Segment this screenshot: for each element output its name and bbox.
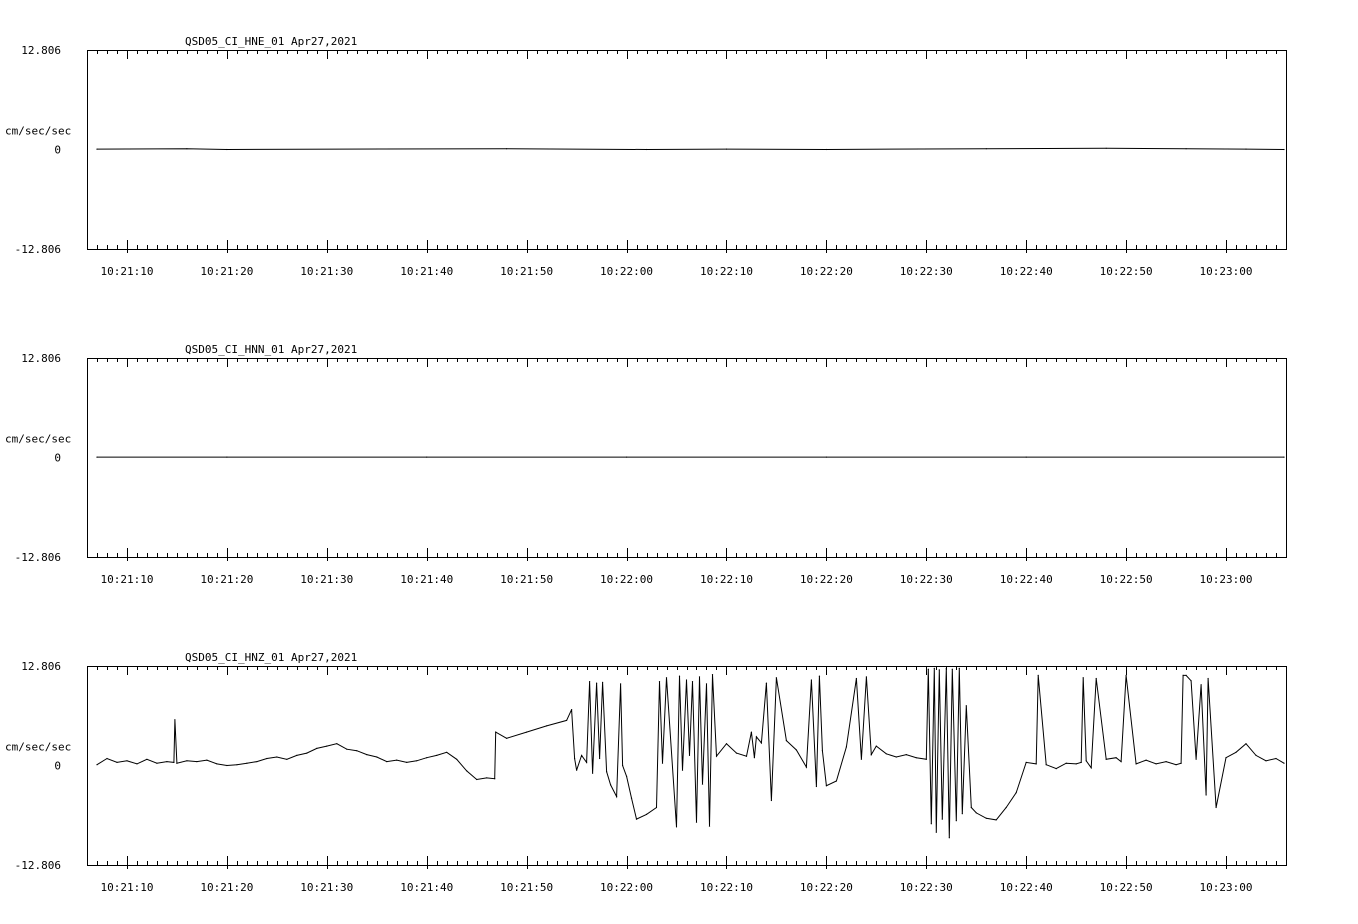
data-point [186, 148, 187, 149]
data-point [1056, 768, 1057, 769]
y-tick-label: -12.806 [14, 859, 61, 872]
x-tick-label: 10:22:00 [600, 573, 654, 586]
chart-title: QSD05_CI_HNN_01 Apr27,2021 [185, 343, 358, 356]
data-point [616, 796, 617, 797]
data-point [1106, 148, 1107, 149]
data-point [476, 779, 477, 780]
data-point [426, 457, 427, 458]
data-point [696, 822, 697, 823]
data-point [495, 732, 496, 733]
data-point [656, 807, 657, 808]
data-point [486, 777, 487, 778]
data-point [1106, 759, 1107, 760]
y-tick-label: -12.806 [14, 551, 61, 564]
data-point [626, 457, 627, 458]
data-point [506, 148, 507, 149]
data-point [971, 807, 972, 808]
y-axis-label: cm/sec/sec [5, 432, 72, 446]
data-point [1166, 761, 1167, 762]
y-tick-label: 12.806 [21, 44, 61, 57]
data-point [906, 754, 907, 755]
data-point [1136, 763, 1137, 764]
x-tick-label: 10:22:00 [600, 265, 654, 278]
data-point [856, 678, 857, 679]
data-point [1156, 763, 1157, 764]
data-point [819, 676, 820, 677]
data-point [709, 826, 710, 827]
data-point [689, 755, 690, 756]
data-point [806, 767, 807, 768]
data-point [276, 756, 277, 757]
data-point [1066, 763, 1067, 764]
data-point [599, 758, 600, 759]
data-point [366, 754, 367, 755]
data-point [1038, 675, 1039, 676]
data-point [666, 677, 667, 678]
y-axis-label: cm/sec/sec [5, 740, 72, 754]
data-point [173, 762, 174, 763]
data-point [1006, 807, 1007, 808]
x-tick-label: 10:21:50 [500, 573, 554, 586]
data-point [786, 740, 787, 741]
data-point [1146, 760, 1147, 761]
x-tick-label: 10:23:00 [1199, 573, 1253, 586]
data-point [1026, 762, 1027, 763]
data-point [1126, 675, 1127, 676]
data-point [576, 770, 577, 771]
y-tick-label: -12.806 [14, 243, 61, 256]
data-point [822, 750, 823, 751]
series-trace [97, 668, 1284, 837]
data-point [574, 758, 575, 759]
data-point [1181, 763, 1182, 764]
y-tick-label: 0 [54, 451, 61, 465]
data-point [756, 736, 757, 737]
x-tick-label: 10:22:10 [699, 881, 753, 894]
data-point [826, 457, 827, 458]
data-point [1196, 759, 1197, 760]
data-point [622, 765, 623, 766]
data-point [1091, 767, 1092, 768]
x-tick-label: 10:21:10 [100, 265, 154, 278]
data-point [726, 743, 727, 744]
data-point [376, 756, 377, 757]
data-point [216, 763, 217, 764]
data-point [316, 748, 317, 749]
plot-frame [88, 51, 1287, 250]
panel-1 [5, 35, 1287, 278]
data-point [931, 823, 932, 824]
data-point [326, 746, 327, 747]
data-point [1026, 457, 1027, 458]
data-point [156, 763, 157, 764]
data-point [871, 754, 872, 755]
data-point [976, 812, 977, 813]
data-point [386, 761, 387, 762]
data-point [939, 669, 940, 670]
x-tick-label: 10:22:30 [899, 881, 953, 894]
data-point [796, 749, 797, 750]
data-point [811, 679, 812, 680]
data-point [826, 149, 827, 150]
x-tick-label: 10:21:30 [300, 265, 354, 278]
data-point [426, 757, 427, 758]
data-point [226, 457, 227, 458]
x-tick-label: 10:23:00 [1199, 265, 1253, 278]
data-point [174, 719, 175, 720]
x-tick-label: 10:21:30 [300, 881, 354, 894]
x-tick-label: 10:22:50 [1099, 573, 1153, 586]
data-point [646, 814, 647, 815]
data-point [586, 762, 587, 763]
data-point [836, 780, 837, 781]
data-point [494, 778, 495, 779]
x-tick-label: 10:22:10 [699, 573, 753, 586]
data-point [1245, 743, 1246, 744]
plot-frame [88, 359, 1287, 558]
data-point [1036, 763, 1037, 764]
data-point [406, 762, 407, 763]
panel-3 [5, 651, 1287, 894]
data-point [610, 784, 611, 785]
data-point [1245, 149, 1246, 150]
data-point [1096, 678, 1097, 679]
x-tick-label: 10:21:20 [200, 881, 254, 894]
x-tick-label: 10:21:50 [500, 265, 554, 278]
data-point [926, 759, 927, 760]
data-point [581, 755, 582, 756]
data-point [876, 746, 877, 747]
data-point [692, 681, 693, 682]
data-point [396, 760, 397, 761]
data-point [1016, 792, 1017, 793]
data-point [226, 149, 227, 150]
y-axis-label: cm/sec/sec [5, 124, 72, 138]
y-tick-label: 0 [54, 759, 61, 773]
data-point [659, 681, 660, 682]
data-point [96, 764, 97, 765]
data-point [1191, 680, 1192, 681]
data-point [606, 771, 607, 772]
data-point [916, 757, 917, 758]
data-point [602, 682, 603, 683]
data-point [699, 676, 700, 677]
x-tick-label: 10:22:50 [1099, 881, 1153, 894]
data-point [861, 759, 862, 760]
data-point [1283, 149, 1284, 150]
data-point [1283, 763, 1284, 764]
data-point [1225, 757, 1226, 758]
x-tick-label: 10:22:00 [600, 881, 654, 894]
data-point [106, 758, 107, 759]
x-tick-label: 10:21:40 [400, 881, 454, 894]
data-point [846, 746, 847, 747]
data-point [996, 819, 997, 820]
x-tick-label: 10:22:10 [699, 265, 753, 278]
chart-title: QSD05_CI_HNZ_01 Apr27,2021 [185, 651, 358, 664]
x-tick-label: 10:22:20 [799, 573, 853, 586]
data-point [1121, 761, 1122, 762]
data-point [1283, 457, 1284, 458]
data-point [702, 784, 703, 785]
data-point [771, 800, 772, 801]
data-point [146, 759, 147, 760]
data-point [826, 785, 827, 786]
data-point [336, 743, 337, 744]
data-point [942, 819, 943, 820]
panel-2 [5, 343, 1287, 586]
data-point [306, 753, 307, 754]
data-point [682, 770, 683, 771]
data-point [1086, 760, 1087, 761]
data-point [96, 457, 97, 458]
data-point [566, 720, 567, 721]
data-point [1186, 148, 1187, 149]
data-point [679, 676, 680, 677]
data-point [592, 773, 593, 774]
data-point [1206, 794, 1207, 795]
data-point [631, 798, 632, 799]
data-point [886, 753, 887, 754]
data-point [1076, 763, 1077, 764]
data-point [236, 764, 237, 765]
data-point [246, 763, 247, 764]
data-point [761, 742, 762, 743]
data-point [186, 760, 187, 761]
data-point [506, 738, 507, 739]
x-tick-label: 10:22:30 [899, 573, 953, 586]
data-point [1083, 677, 1084, 678]
data-point [946, 668, 947, 669]
x-tick-label: 10:22:20 [799, 881, 853, 894]
data-point [956, 820, 957, 821]
data-point [1176, 764, 1177, 765]
data-point [571, 709, 572, 710]
data-point [746, 756, 747, 757]
data-point [736, 753, 737, 754]
data-point [1081, 762, 1082, 763]
data-point [934, 668, 935, 669]
data-point [716, 756, 717, 757]
data-point [986, 818, 987, 819]
data-point [206, 760, 207, 761]
x-tick-label: 10:21:20 [200, 265, 254, 278]
data-point [346, 749, 347, 750]
data-point [166, 761, 167, 762]
data-point [466, 770, 467, 771]
data-point [1235, 752, 1236, 753]
data-point [626, 776, 627, 777]
data-point [866, 676, 867, 677]
data-point [1186, 675, 1187, 676]
data-point [1183, 675, 1184, 676]
data-point [1208, 678, 1209, 679]
x-tick-label: 10:21:50 [500, 881, 554, 894]
data-point [1116, 757, 1117, 758]
x-tick-label: 10:22:50 [1099, 265, 1153, 278]
x-tick-label: 10:23:00 [1199, 881, 1253, 894]
data-point [1216, 807, 1217, 808]
data-point [1046, 764, 1047, 765]
data-point [256, 761, 257, 762]
data-point [662, 763, 663, 764]
data-point [776, 677, 777, 678]
x-tick-label: 10:21:40 [400, 573, 454, 586]
data-point [636, 819, 637, 820]
data-point [176, 763, 177, 764]
data-point [546, 725, 547, 726]
data-point [416, 760, 417, 761]
data-point [286, 759, 287, 760]
data-point [712, 674, 713, 675]
data-point [1265, 760, 1266, 761]
data-point [754, 757, 755, 758]
data-point [676, 826, 677, 827]
x-tick-label: 10:21:40 [400, 265, 454, 278]
data-point [646, 149, 647, 150]
data-point [966, 705, 967, 706]
data-point [596, 683, 597, 684]
data-point [986, 148, 987, 149]
data-point [706, 683, 707, 684]
x-tick-label: 10:22:20 [799, 265, 853, 278]
y-tick-label: 0 [54, 143, 61, 157]
x-tick-label: 10:21:10 [100, 881, 154, 894]
data-point [356, 750, 357, 751]
data-point [620, 683, 621, 684]
y-tick-label: 12.806 [21, 352, 61, 365]
data-point [589, 681, 590, 682]
data-point [1201, 684, 1202, 685]
data-point [686, 679, 687, 680]
data-point [446, 752, 447, 753]
y-tick-label: 12.806 [21, 660, 61, 673]
data-point [952, 669, 953, 670]
data-point [96, 149, 97, 150]
data-point [766, 683, 767, 684]
x-tick-label: 10:21:20 [200, 573, 254, 586]
data-point [936, 832, 937, 833]
data-point [436, 755, 437, 756]
data-point [296, 755, 297, 756]
x-tick-label: 10:22:40 [999, 265, 1053, 278]
data-point [126, 760, 127, 761]
data-point [1275, 758, 1276, 759]
data-point [196, 761, 197, 762]
data-point [1255, 755, 1256, 756]
data-point [896, 756, 897, 757]
data-point [751, 732, 752, 733]
data-point [962, 813, 963, 814]
data-point [456, 759, 457, 760]
x-tick-label: 10:22:30 [899, 265, 953, 278]
data-point [726, 149, 727, 150]
x-tick-label: 10:22:40 [999, 881, 1053, 894]
data-point [136, 763, 137, 764]
x-tick-label: 10:22:40 [999, 573, 1053, 586]
data-point [226, 765, 227, 766]
data-point [949, 837, 950, 838]
x-tick-label: 10:21:10 [100, 573, 154, 586]
data-point [928, 669, 929, 670]
x-tick-label: 10:21:30 [300, 573, 354, 586]
data-point [266, 758, 267, 759]
data-point [959, 668, 960, 669]
data-point [116, 762, 117, 763]
data-point [526, 732, 527, 733]
data-point [816, 786, 817, 787]
chart-title: QSD05_CI_HNE_01 Apr27,2021 [185, 35, 358, 48]
